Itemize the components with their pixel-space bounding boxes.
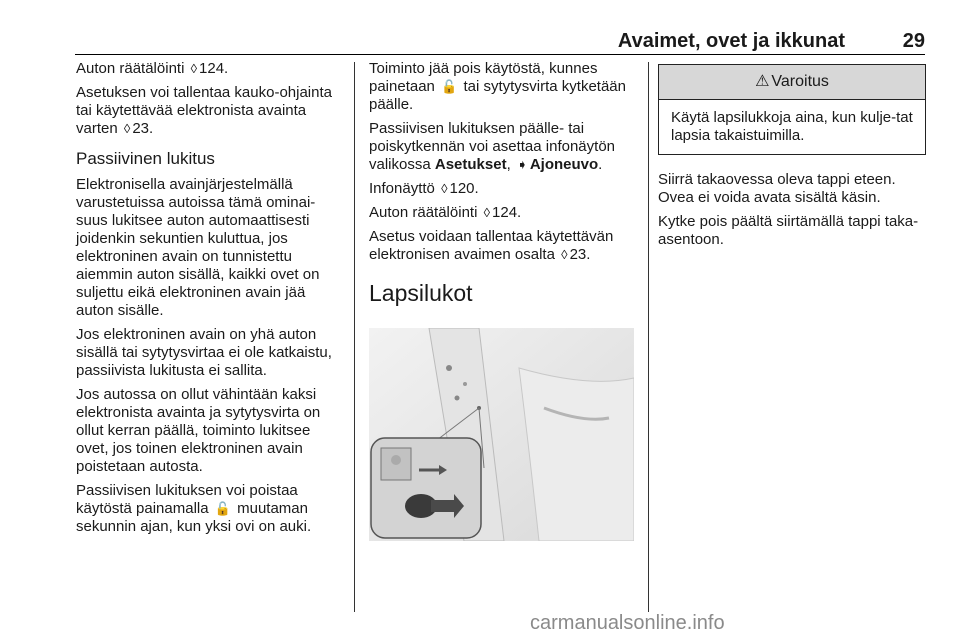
paragraph: Kytke pois päältä siirtämällä tappi taka-asentoon.: [658, 213, 919, 248]
menu-item-vehicle: Ajoneuvo: [529, 156, 599, 173]
paragraph: Asetuksen voi tallentaa kauko-ohjainta tai käytettävää elektronista avainta varten ◊ 23.: [76, 84, 332, 137]
menu-item-settings: Asetukset: [434, 156, 507, 173]
column-divider: [354, 62, 355, 612]
page-number: 29: [902, 30, 925, 52]
section-heading: Passiivinen lukitus: [76, 149, 215, 168]
unlock-button-icon: 🔓: [441, 79, 458, 94]
paragraph: Elektronisella avainjärjestelmällä varustetuissa autoissa tämä ominai-suus lukitsee auton automaattisesti joidenkin sekuntien kuluttua, jos elektroninen avain on tunnistettu aiemmin auton sisällä, kaikki ovet on suljettu eikä elektroninen avain jää auton sisälle.: [76, 176, 320, 319]
paragraph: Asetus voidaan tallentaa käytettävän elektronisen avaimen osalta ◊ 23.: [369, 228, 614, 263]
page-title: Avaimet, ovet ja ikkunat: [617, 30, 845, 52]
unlock-button-icon: 🔓: [214, 501, 231, 516]
menu-arrow-icon: ➧: [516, 157, 528, 172]
warning-header: [659, 65, 925, 100]
paragraph: Jos autossa on ollut vähintään kaksi elektronista avainta ja sytytysvirta on ollut kerran päällä, toiminto lukitsee ovet, jos toinen elektroninen avain poistetaan autosta.: [76, 386, 321, 475]
paragraph: Passiivisen lukituksen voi poistaa käytöstä painamalla 🔓 muutaman sekunnin ajan, kun yksi ovi on auki.: [76, 482, 312, 535]
paragraph: Auton räätälöinti ◊ 124.: [369, 204, 522, 221]
reference-arrow-icon: ◊: [123, 121, 131, 136]
reference-arrow-icon: ◊: [190, 61, 198, 76]
page-header: [75, 20, 925, 55]
paragraph: Passiivisen lukituksen päälle- tai poiskytkennän voi asettaa infonäytön valikossa Asetukset, ➧ Ajoneuvo.: [369, 120, 615, 173]
paragraph: Siirrä takaovessa oleva tappi eteen. Ovea ei voida avata sisältä käsin.: [658, 171, 896, 206]
reference-arrow-icon: ◊: [561, 247, 568, 262]
paragraph: Auton räätälöinti ◊ 124.: [76, 60, 229, 77]
paragraph: Infonäyttö ◊ 120.: [369, 180, 479, 197]
column-left: [76, 60, 342, 542]
watermark: carmanualsonline.info: [530, 612, 725, 634]
reference-arrow-icon: ◊: [441, 181, 448, 196]
reference-arrow-icon: ◊: [483, 205, 491, 220]
child-lock-illustration: [369, 328, 634, 541]
column-right: [658, 60, 926, 255]
section-heading: Lapsilukot: [369, 280, 473, 306]
paragraph: Toiminto jää pois käytöstä, kunnes painetaan 🔓 tai sytytysvirta kytketään päälle.: [369, 60, 626, 113]
warning-icon: ⚠: [755, 73, 770, 90]
warning-text: Käytä lapsilukkoja aina, kun kulje-tat lapsia takaistuimilla.: [671, 109, 913, 144]
column-divider: [648, 62, 649, 612]
warning-box: [658, 64, 926, 155]
warning-title: Varoitus: [771, 73, 829, 90]
column-middle: [369, 60, 635, 546]
paragraph: Jos elektroninen avain on yhä auton sisällä tai sytytysvirtaa ei ole katkaistu, passiivista lukitusta ei sallita.: [76, 326, 332, 379]
